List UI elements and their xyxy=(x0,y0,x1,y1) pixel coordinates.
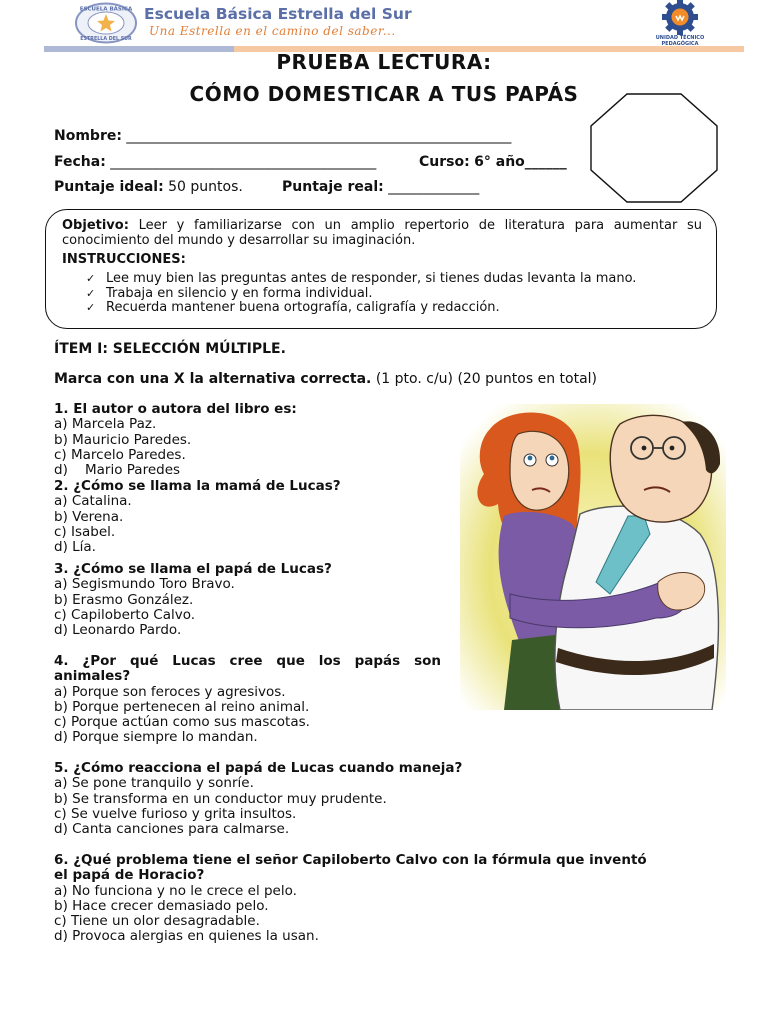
option-b[interactable]: b) Verena. xyxy=(54,508,124,525)
puntaje-ideal-label: Puntaje ideal: xyxy=(54,179,164,195)
option-a[interactable]: a) Porque son feroces y agresivos. xyxy=(54,683,286,700)
fecha-label: Fecha: xyxy=(54,154,106,170)
section-instruction-bold: Marca con una X la alternativa correcta. xyxy=(54,371,372,387)
option-c[interactable]: c) Se vuelve furioso y grita insultos. xyxy=(54,805,297,822)
option-a[interactable]: a) Segismundo Toro Bravo. xyxy=(54,576,235,593)
puntaje-real-blank[interactable]: _____________ xyxy=(388,179,480,195)
option-b[interactable]: b) Mauricio Paredes. xyxy=(54,431,192,448)
instructions-list xyxy=(86,272,636,316)
field-curso xyxy=(419,154,567,170)
option-c[interactable]: c) Isabel. xyxy=(54,523,116,540)
curso-label: Curso: xyxy=(419,154,470,170)
section-instruction xyxy=(54,371,597,387)
option-c[interactable]: c) Capiloberto Calvo. xyxy=(54,606,196,623)
option-b[interactable]: b) Hace crecer demasiado pelo. xyxy=(54,897,269,914)
instruction-text: Recuerda mantener buena ortografía, caligrafía y redacción. xyxy=(106,300,500,315)
objective-box xyxy=(45,209,717,329)
page-title-line-1: PRUEBA LECTURA: xyxy=(276,50,492,74)
seal-text-bottom: ESTRELLA DEL SUR xyxy=(80,37,132,42)
question-6 xyxy=(54,853,654,945)
option-a[interactable]: a) Marcela Paz. xyxy=(54,416,157,433)
seal-text-top: ESCUELA BÁSICA xyxy=(79,6,133,13)
question-3 xyxy=(54,562,332,638)
field-puntaje-ideal xyxy=(54,179,243,195)
question-text: 5. ¿Cómo reacciona el papá de Lucas cuando maneja? xyxy=(54,760,463,776)
instruction-item xyxy=(86,301,636,316)
instruction-text: Lee muy bien las preguntas antes de responder, si tienes dudas levanta la mano. xyxy=(106,271,637,286)
field-fecha xyxy=(54,154,376,170)
option-d[interactable]: d) Canta canciones para calmarse. xyxy=(54,821,290,838)
option-d[interactable]: d) Mario Paredes xyxy=(54,462,181,479)
option-a[interactable]: a) Catalina. xyxy=(54,493,132,510)
fecha-blank[interactable]: ______________________________________ xyxy=(110,154,377,170)
nombre-blank[interactable]: _______________________________________________________ xyxy=(126,128,512,144)
field-puntaje-real xyxy=(282,179,479,195)
option-d[interactable]: d) Provoca alergias en quienes la usan. xyxy=(54,928,319,945)
instructions-title: INSTRUCCIONES: xyxy=(62,252,186,267)
school-motto: Una Estrella en el camino del saber... xyxy=(149,24,396,38)
nombre-label: Nombre: xyxy=(54,128,122,144)
option-b[interactable]: b) Se transforma en un conductor muy prudente. xyxy=(54,790,387,807)
option-d[interactable]: d) Leonardo Pardo. xyxy=(54,622,182,639)
checkmark-icon: ✓ xyxy=(86,272,96,285)
grade-octagon-shape xyxy=(589,93,719,203)
page-title-line-2: CÓMO DOMESTICAR A TUS PAPÁS xyxy=(189,82,579,106)
utp-label-2: PEDAGÓGICA xyxy=(661,41,699,46)
question-text: 1. El autor o autora del libro es: xyxy=(54,401,297,417)
checkmark-icon: ✓ xyxy=(86,286,96,300)
puntaje-real-label: Puntaje real: xyxy=(282,179,384,195)
question-5 xyxy=(54,761,462,837)
section-title: ÍTEM I: SELECCIÓN MÚLTIPLE. xyxy=(54,341,286,357)
school-seal-icon xyxy=(74,2,138,44)
question-2 xyxy=(54,479,341,555)
parents-hug-illustration xyxy=(460,404,726,710)
question-text: 2. ¿Cómo se llama la mamá de Lucas? xyxy=(54,478,341,494)
option-b[interactable]: b) Porque pertenecen al reino animal. xyxy=(54,698,310,715)
question-1 xyxy=(54,402,297,478)
page-header xyxy=(0,0,768,52)
utp-gear-logo-icon xyxy=(648,0,712,46)
question-text: 3. ¿Cómo se llama el papá de Lucas? xyxy=(54,561,332,577)
question-text: 4. ¿Por qué Lucas cree que los papás son animales? xyxy=(54,653,441,685)
school-name: Escuela Básica Estrella del Sur xyxy=(144,5,412,23)
instruction-item xyxy=(86,272,636,287)
checkmark-icon: ✓ xyxy=(86,301,96,314)
option-c[interactable]: c) Marcelo Paredes. xyxy=(54,446,186,463)
question-4 xyxy=(54,654,441,746)
option-b[interactable]: b) Erasmo González. xyxy=(54,591,194,608)
curso-value[interactable]: 6° año______ xyxy=(474,154,567,170)
field-nombre xyxy=(54,128,511,144)
option-a[interactable]: a) No funciona y no le crece el pelo. xyxy=(54,882,297,899)
section-instruction-rest: (1 pto. c/u) (20 puntos en total) xyxy=(375,371,598,387)
objective-label: Objetivo: xyxy=(62,218,129,233)
option-d[interactable]: d) Lía. xyxy=(54,539,96,556)
instruction-text: Trabaja en silencio y en forma individual. xyxy=(106,285,373,301)
option-a[interactable]: a) Se pone tranquilo y sonríe. xyxy=(54,775,254,792)
objective-text xyxy=(62,218,702,248)
puntaje-ideal-value: 50 puntos. xyxy=(168,179,243,195)
option-c[interactable]: c) Porque actúan como sus mascotas. xyxy=(54,714,310,731)
question-text: 6. ¿Qué problema tiene el señor Capiloberto Calvo con la fórmula que inventó el papá de Horacio? xyxy=(54,852,647,884)
instruction-item xyxy=(86,287,636,302)
objective-body: Leer y familiarizarse con un amplio repertorio de literatura para aumentar su conocimiento del mundo y desarrollar su imaginación. xyxy=(62,218,703,248)
option-c[interactable]: c) Tiene un olor desagradable. xyxy=(54,913,260,930)
option-d[interactable]: d) Porque siempre lo mandan. xyxy=(54,729,258,746)
utp-label-1: UNIDAD TÉCNICO xyxy=(655,35,705,41)
